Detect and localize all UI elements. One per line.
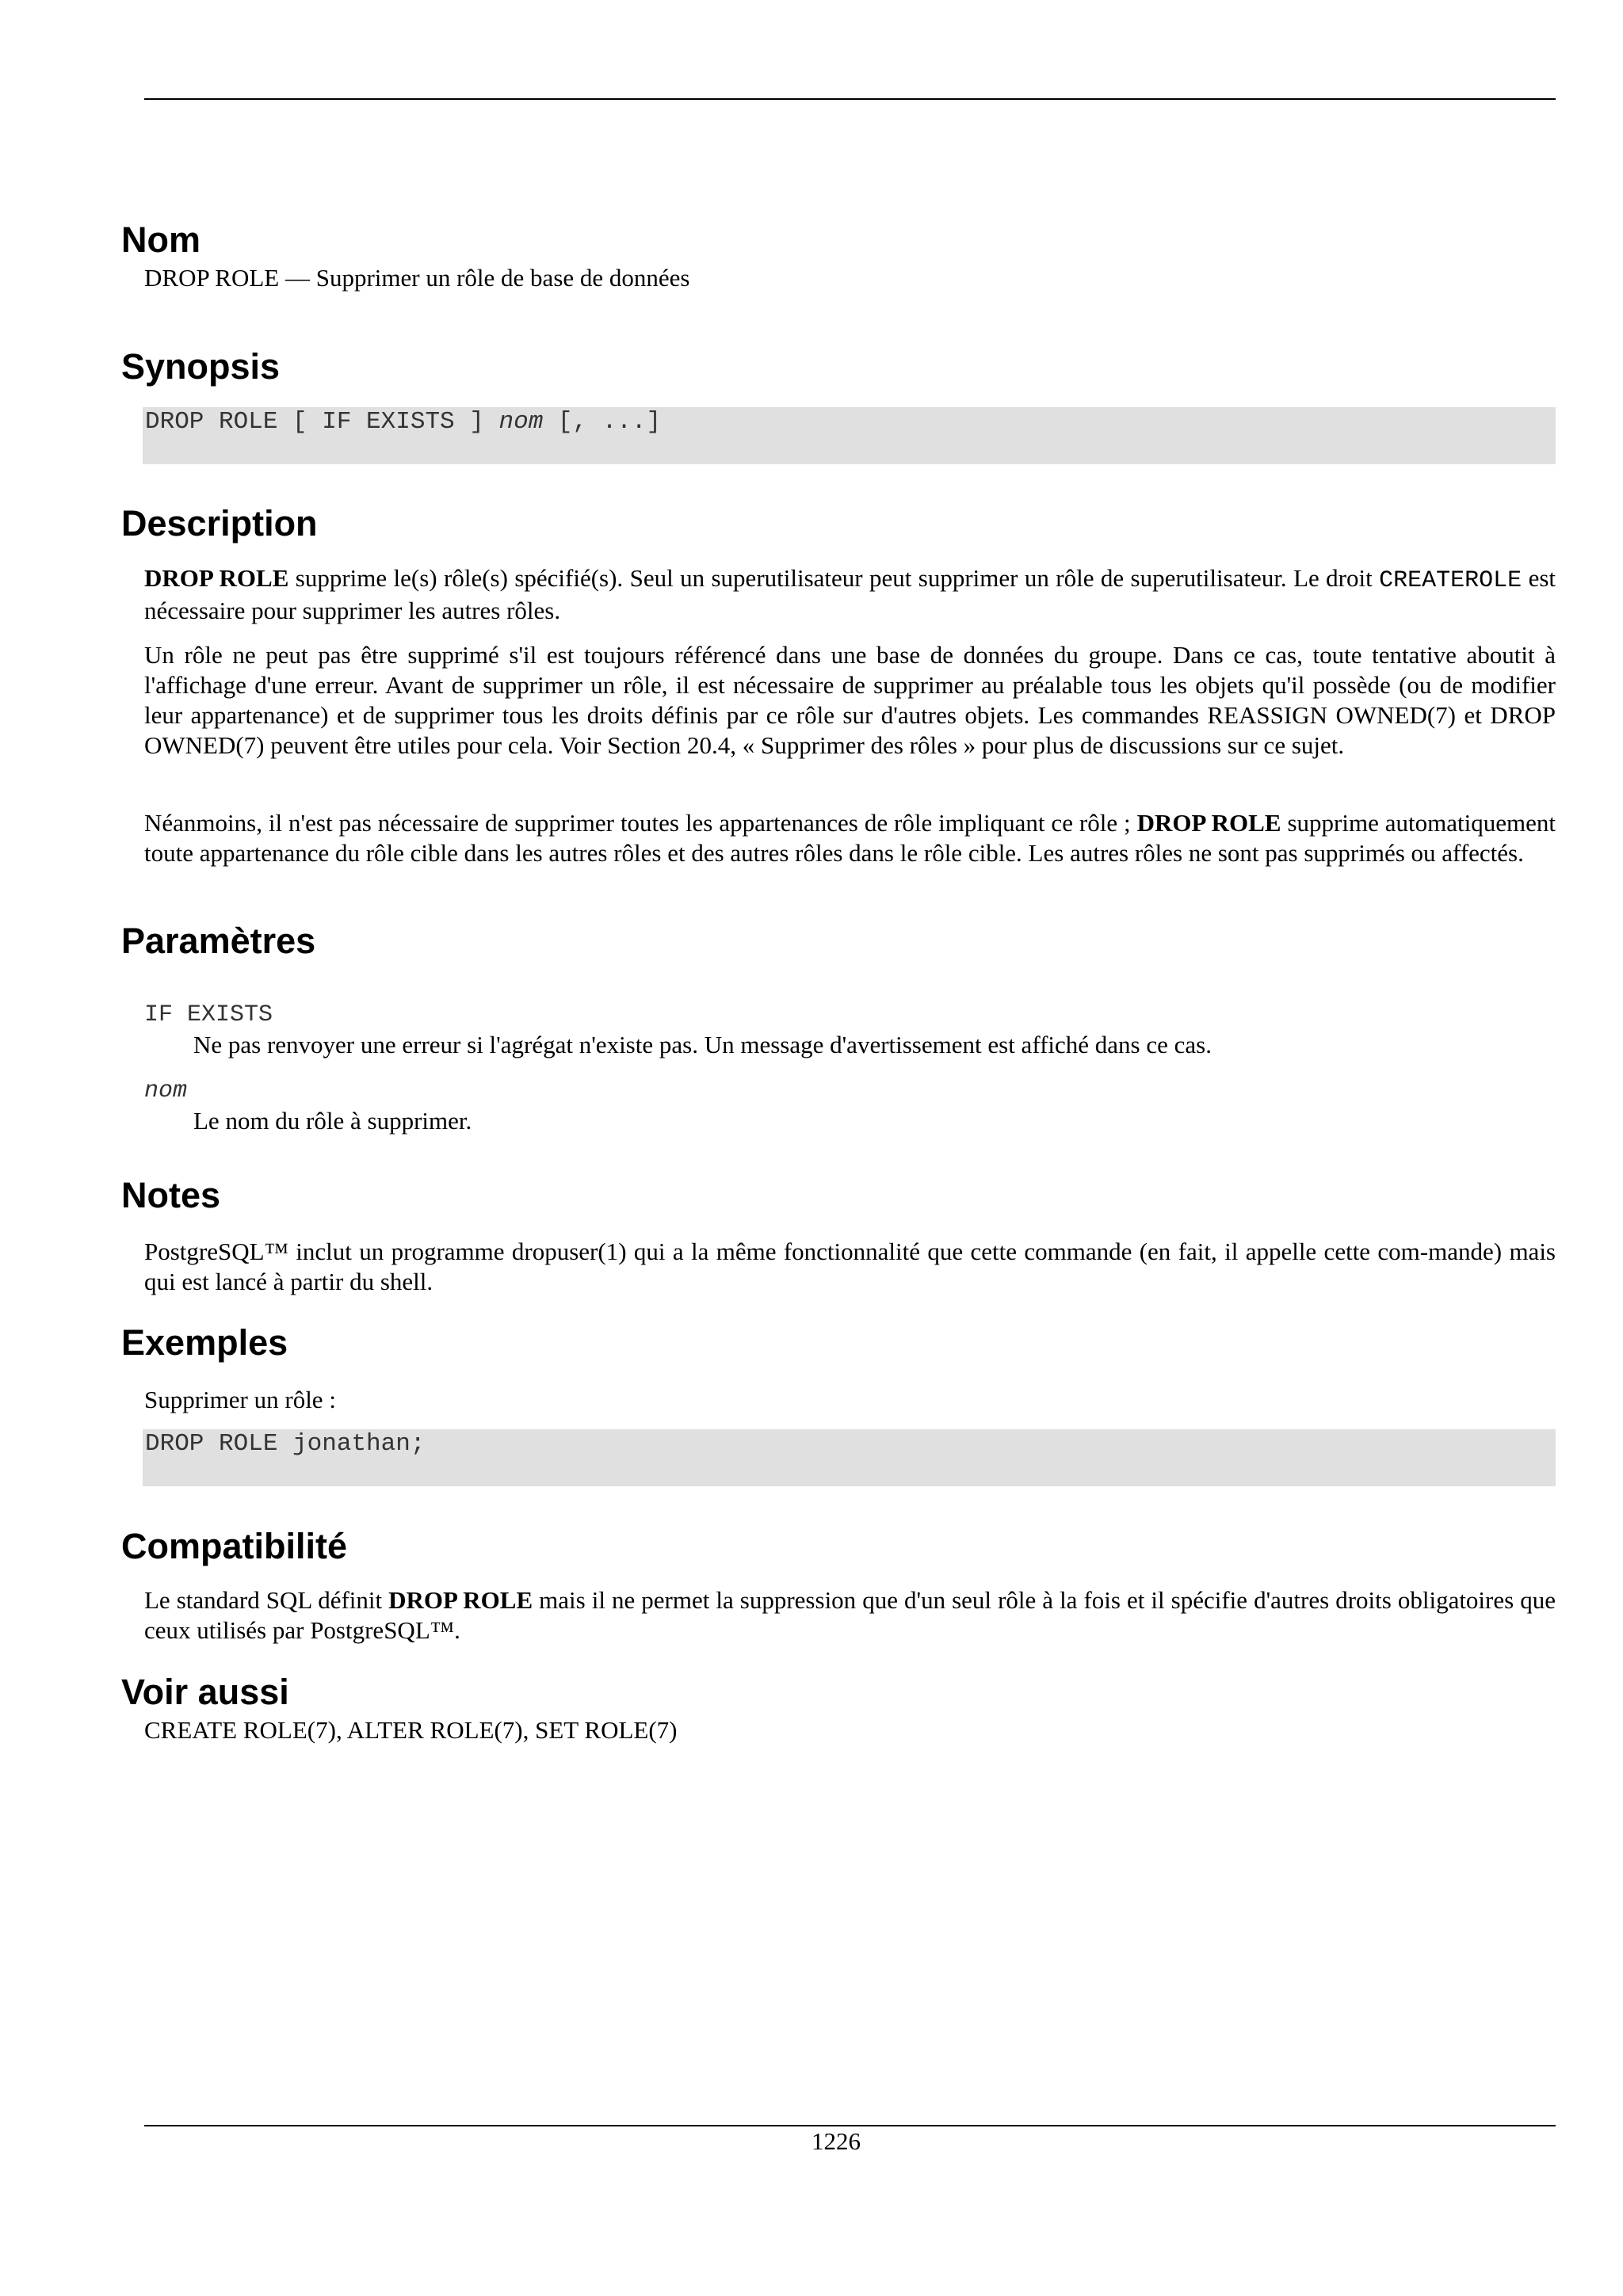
section-heading-description: Description	[121, 503, 318, 543]
compatibilite-text	[144, 1585, 1556, 1646]
synopsis-code-pre: DROP ROLE [ IF EXISTS ]	[145, 408, 499, 436]
description-p1-text: supprime le(s) rôle(s) spécifié(s). Seul un superutilisateur peut supprimer un rôle de superutilisateur. Le droit	[288, 564, 1380, 592]
description-p1-command: DROP ROLE	[144, 564, 289, 592]
section-heading-notes: Notes	[121, 1175, 221, 1215]
description-p3-start: Néanmoins, il n'est pas nécessaire de supprimer toutes les appartenances de rôle impliquant ce rôle ;	[144, 809, 1137, 837]
compatibilite-start: Le standard SQL définit	[144, 1586, 389, 1614]
synopsis-code-block	[143, 407, 1556, 464]
exemples-intro: Supprimer un rôle :	[144, 1386, 336, 1413]
param-definition-nom: Le nom du rôle à supprimer.	[193, 1107, 472, 1135]
param-definition-if-exists: Ne pas renvoyer une erreur si l'agrégat n'existe pas. Un message d'avertissement est affiché dans ce cas.	[193, 1031, 1212, 1058]
synopsis-code-post: [, ...]	[543, 408, 662, 436]
section-heading-compatibilite: Compatibilité	[121, 1526, 348, 1566]
description-p3-command: DROP ROLE	[1136, 809, 1281, 837]
exemples-code-block	[143, 1429, 1556, 1486]
compatibilite-end: mais il ne permet la suppression que d'un seul rôle à la fois et il spécifie d'autres droits obligatoires que ceux utilisés par PostgreSQL™.	[144, 1586, 1556, 1644]
section-heading-nom: Nom	[121, 219, 200, 260]
param-term-nom: nom	[144, 1077, 188, 1104]
synopsis-code-param: nom	[498, 408, 544, 436]
section-heading-synopsis: Synopsis	[121, 346, 281, 387]
description-paragraph-3	[144, 808, 1556, 868]
description-paragraph-1	[144, 563, 1556, 626]
notes-text: PostgreSQL™ inclut un programme dropuser(1) qui a la même fonctionnalité que cette commande (en fait, il appelle cette com-mande) mais qui est lancé à partir du shell.	[144, 1238, 1556, 1295]
description-p1-code: CREATEROLE	[1379, 567, 1522, 594]
voir-aussi-text: CREATE ROLE(7), ALTER ROLE(7), SET ROLE(7)	[144, 1716, 678, 1744]
exemples-code: DROP ROLE jonathan;	[145, 1430, 426, 1458]
description-p1-end: est nécessaire pour supprimer les autres rôles.	[144, 564, 1556, 624]
header-rule	[144, 98, 1556, 100]
description-paragraph-2: Un rôle ne peut pas être supprimé s'il est toujours référencé dans une base de données du groupe. Dans ce cas, toute tentative aboutit à l'affichage d'une erreur. Avant de supprimer un rôle, il est nécessaire de supprimer au préalable tous les objets qu'il possède (ou de modifier leur appartenance) et de supprimer tous les droits définis par ce rôle sur d'autres objets. Les commandes REASSIGN OWNED(7) et DROP OWNED(7) peuvent être utiles pour cela. Voir Section 20.4, « Supprimer des rôles » pour plus de discussions sur ce sujet.	[144, 641, 1556, 759]
nom-text: DROP ROLE — Supprimer un rôle de base de données	[144, 264, 690, 292]
param-term-if-exists: IF EXISTS	[144, 1001, 273, 1028]
section-heading-parametres: Paramètres	[121, 921, 316, 961]
section-heading-voir-aussi: Voir aussi	[121, 1672, 289, 1712]
compatibilite-command: DROP ROLE	[388, 1586, 533, 1614]
page-number: 1226	[812, 2127, 861, 2155]
section-heading-exemples: Exemples	[121, 1322, 288, 1363]
description-p3-end: supprime automatiquement toute appartenance du rôle cible dans les autres rôles et des autres rôles dans le rôle cible. Les autres rôles ne sont pas supprimés ou affectés.	[144, 809, 1556, 867]
